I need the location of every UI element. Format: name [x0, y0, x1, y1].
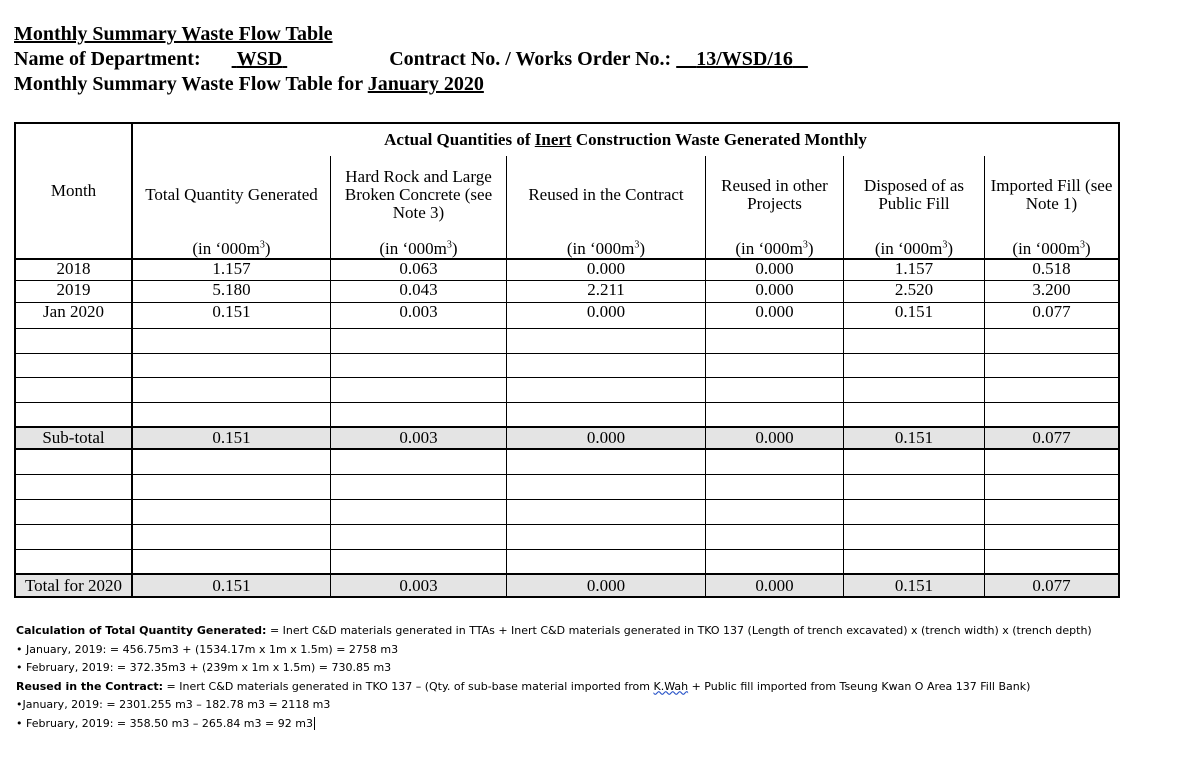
text-cursor	[314, 717, 315, 730]
department-label: Name of Department:	[14, 48, 201, 70]
unit-label: (in ‘$000m^3$)	[133, 234, 331, 260]
empty-row	[16, 354, 1118, 379]
empty-row	[16, 500, 1118, 525]
cell: 0.151	[844, 303, 985, 329]
group-title: Actual Quantities of Inert Construction Waste Generated Monthly	[384, 130, 867, 150]
empty-row	[16, 450, 1118, 475]
cell: 0.151	[133, 303, 331, 329]
row-month: 2019	[16, 281, 133, 303]
waste-flow-table	[14, 122, 1120, 598]
table-row	[16, 303, 1118, 329]
note-total-formula: Calculation of Total Quantity Generated: = Inert C&D materials generated in TTAs + Inert C&D materials generated in TKO 137 (Length of trench excavated) x (trench width) x (trench depth)	[16, 624, 1092, 637]
department-line	[14, 47, 808, 71]
cell: 0.000	[507, 260, 706, 282]
cell: 3.200	[985, 281, 1118, 303]
cell: 0.003	[331, 427, 507, 451]
cell: 1.157	[844, 260, 985, 282]
cell: 0.063	[331, 260, 507, 282]
contract-label: Contract No. / Works Order No.:	[389, 48, 672, 70]
empty-row	[16, 378, 1118, 403]
col-reused-other: Reused in other Projects	[706, 156, 844, 234]
cell: 0.077	[985, 427, 1118, 451]
unit-label: (in ‘$000m^3$)	[331, 234, 507, 260]
contract-value: 13/WSD/16	[696, 48, 793, 70]
col-public-fill: Disposed of as Public Fill	[844, 156, 985, 234]
empty-row	[16, 403, 1118, 427]
table-row	[16, 281, 1118, 303]
cell: 5.180	[133, 281, 331, 303]
cell: 0.000	[507, 303, 706, 329]
department-value: WSD	[236, 48, 283, 70]
cell: 0.000	[706, 427, 844, 451]
cell: 0.000	[706, 303, 844, 329]
cell: 0.000	[706, 260, 844, 282]
cell: 2.520	[844, 281, 985, 303]
col-total-quantity: Total Quantity Generated	[133, 156, 331, 234]
cell: 0.518	[985, 260, 1118, 282]
row-month: Jan 2020	[16, 303, 133, 329]
cell: 0.151	[844, 574, 985, 596]
cell: 0.003	[331, 303, 507, 329]
note-item: • February, 2019: = 358.50 m3 – 265.84 m3 = 92 m3	[16, 716, 313, 730]
cell: 0.151	[133, 574, 331, 596]
document-title: Monthly Summary Waste Flow Table	[14, 23, 333, 45]
table-row	[16, 260, 1118, 282]
note-item: • January, 2019: = 456.75m3 + (1534.17m x 1m x 1.5m) = 2758 m3	[16, 642, 399, 656]
empty-row	[16, 550, 1118, 575]
month-header: Month	[16, 124, 133, 260]
cell: 0.077	[985, 303, 1118, 329]
row-month: 2018	[16, 260, 133, 282]
period-line	[14, 72, 484, 96]
cell: 0.043	[331, 281, 507, 303]
cell: 0.077	[985, 574, 1118, 596]
cell: 0.000	[507, 427, 706, 451]
note-item: •January, 2019: = 2301.255 m3 – 182.78 m3 = 2118 m3	[16, 698, 331, 711]
subtotal-label: Sub-total	[16, 427, 133, 451]
cell: 0.151	[844, 427, 985, 451]
total-row	[16, 574, 1118, 596]
cell: 0.151	[133, 427, 331, 451]
col-imported-fill: Imported Fill (see Note 1)	[990, 176, 1113, 214]
cell: 2.211	[507, 281, 706, 303]
col-hard-rock: Hard Rock and Large Broken Concrete (see Note 3)	[331, 156, 507, 234]
cell: 0.003	[331, 574, 507, 596]
unit-label: (in ‘$000m^3$)	[507, 234, 706, 260]
note-item: • February, 2019: = 372.35m3 + (239m x 1m x 1.5m) = 730.85 m3	[16, 661, 392, 674]
cell: 0.000	[706, 574, 844, 596]
cell: 1.157	[133, 260, 331, 282]
unit-label: (in ‘$000m^3$)	[985, 234, 1118, 260]
col-reused-contract: Reused in the Contract	[507, 156, 706, 234]
unit-label: (in ‘$000m^3$)	[706, 234, 844, 260]
unit-label: (in ‘$000m^3$)	[844, 234, 985, 260]
cell: 0.000	[706, 281, 844, 303]
period-label: Monthly Summary Waste Flow Table for	[14, 73, 363, 95]
subtotal-row	[16, 427, 1118, 451]
cell: 0.000	[507, 574, 706, 596]
calculation-notes	[16, 622, 1092, 733]
empty-row	[16, 329, 1118, 354]
total-label: Total for 2020	[16, 574, 133, 596]
note-reused-formula: Reused in the Contract: = Inert C&D materials generated in TKO 137 – (Qty. of sub-base material imported from K.Wah + Public fill imported from Tseung Kwan O Area 137 Fill Bank)	[16, 679, 1031, 693]
empty-row	[16, 525, 1118, 550]
empty-row	[16, 475, 1118, 500]
period-value: January 2020	[367, 73, 484, 95]
